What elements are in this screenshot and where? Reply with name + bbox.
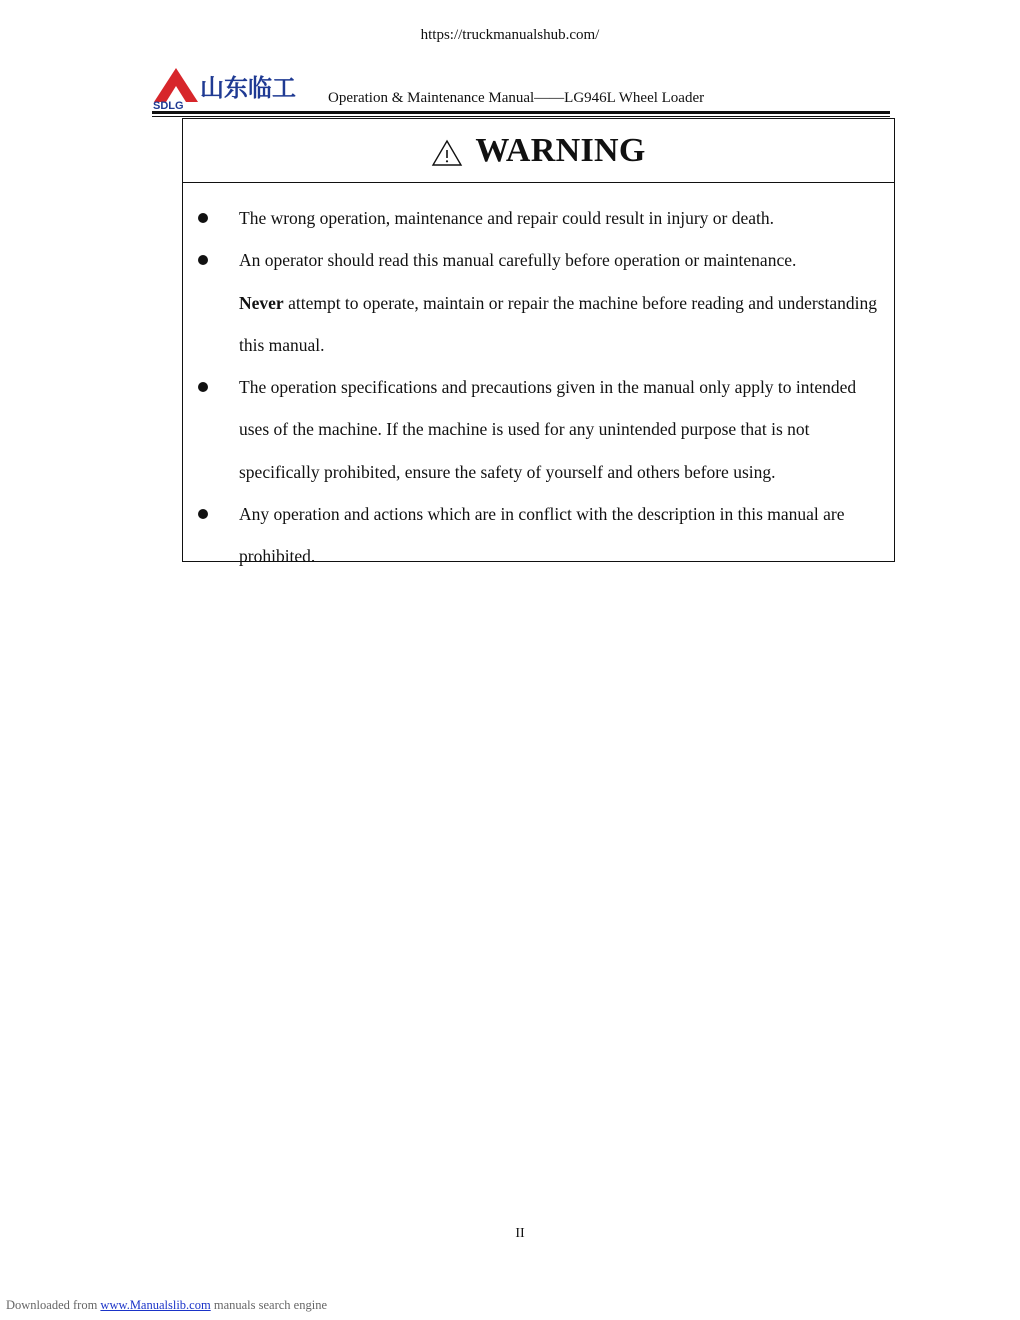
- warning-item-text: An operator should read this manual carefully before operation or maintenance.: [239, 250, 797, 271]
- warning-header: [183, 119, 894, 183]
- warning-title: WARNING: [475, 131, 646, 169]
- warning-item-continuation: attempt to operate, maintain or repair the machine before reading and understanding this manual.: [239, 292, 878, 355]
- logo-chinese-text: 山东临工: [200, 74, 296, 102]
- footer-prefix: Downloaded from: [6, 1298, 101, 1312]
- bullet-dot: [198, 509, 208, 519]
- footer-suffix: manuals search engine: [210, 1298, 327, 1312]
- download-footer: [6, 1298, 327, 1313]
- manualslib-link[interactable]: www.Manualslib.com: [100, 1298, 211, 1312]
- warning-item: [183, 366, 878, 493]
- warning-list: [183, 183, 894, 578]
- document-title: Operation & Maintenance Manual——LG946L Wheel Loader: [328, 90, 705, 106]
- header-rule-thick: [152, 111, 890, 114]
- warning-item-emphasis: Never: [239, 292, 284, 313]
- source-url: https://truckmanualshub.com/: [420, 27, 600, 43]
- page-header: [152, 66, 890, 118]
- warning-box: [182, 118, 895, 567]
- bullet-dot: [198, 382, 208, 392]
- warning-item-text: The operation specifications and precautions given in the manual only apply to intended uses of the machine. If the machine is used for any unintended purpose that is not specifically prohibited, ensure the safety of yourself and others before using.: [239, 377, 857, 482]
- warning-triangle-icon: [431, 139, 463, 167]
- page-number: II: [515, 1226, 525, 1241]
- sdlg-logo: [152, 66, 318, 110]
- bullet-dot: [198, 255, 208, 265]
- bullet-dot: [198, 213, 208, 223]
- warning-item-text: The wrong operation, maintenance and repair could result in injury or death.: [239, 208, 775, 228]
- warning-item: [183, 197, 878, 239]
- warning-item: [183, 493, 878, 578]
- warning-item: [183, 239, 878, 366]
- header-rule-thin: [152, 116, 890, 117]
- logo-sdlg-text: SDLG: [153, 100, 184, 110]
- warning-item-text: Any operation and actions which are in conflict with the description in this manual are prohibited.: [239, 504, 845, 567]
